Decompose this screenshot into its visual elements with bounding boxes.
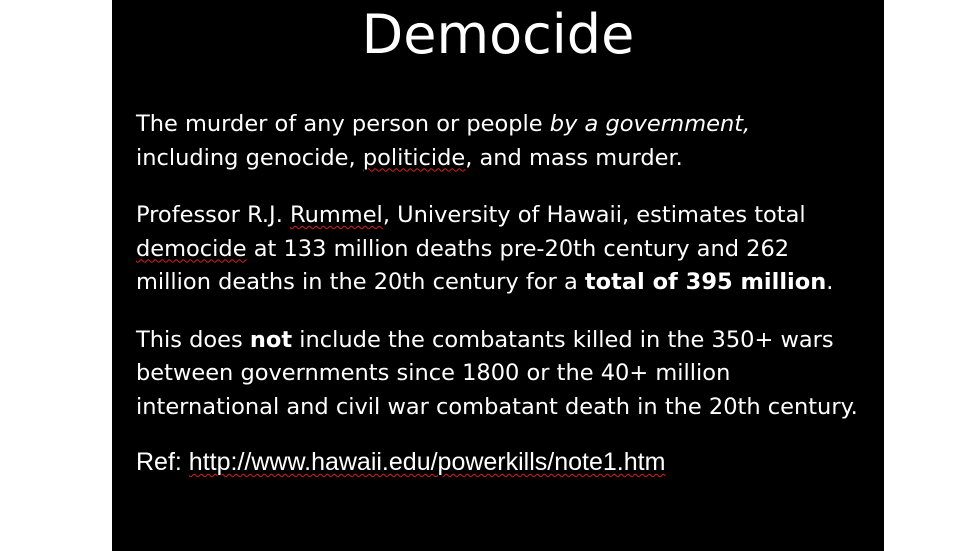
slide-title: Democide bbox=[361, 3, 635, 66]
exclusion-text-1: This does bbox=[136, 326, 250, 353]
slide-body bbox=[136, 108, 866, 479]
paragraph-definition bbox=[136, 108, 866, 175]
estimate-text-2: , University of Hawaii, estimates total bbox=[382, 202, 806, 228]
reference-prefix: Ref: bbox=[136, 448, 189, 476]
estimate-text-1: Professor R.J. bbox=[136, 202, 290, 228]
reference-line bbox=[136, 446, 866, 479]
democide-word: democide bbox=[136, 235, 247, 262]
definition-text-3: , and mass murder. bbox=[465, 144, 683, 171]
definition-text-2: including genocide, bbox=[136, 144, 363, 171]
exclusion-text-2: include the combatants killed in the 350+ wars between governments since 1800 or the 40+ million international and civil war combatant death in the 20th century. bbox=[136, 326, 858, 420]
paragraph-exclusion bbox=[136, 324, 866, 425]
slide bbox=[112, 0, 884, 551]
definition-italic: by a government, bbox=[549, 111, 751, 137]
estimate-total-bold: total of 395 million bbox=[584, 269, 827, 295]
politicide-word: politicide bbox=[362, 144, 466, 171]
estimate-text-3: at 133 million deaths pre-20th century and 262 million deaths in the 20th century for a bbox=[136, 235, 790, 295]
reference-url[interactable]: http://www.hawaii.edu/powerkills/note1.htm bbox=[188, 448, 666, 476]
definition-text-1: The murder of any person or people bbox=[136, 111, 550, 137]
paragraph-estimate bbox=[136, 199, 866, 300]
exclusion-not-bold: not bbox=[249, 326, 293, 353]
estimate-text-4: . bbox=[826, 269, 834, 295]
rummel-word: Rummel bbox=[290, 202, 383, 228]
